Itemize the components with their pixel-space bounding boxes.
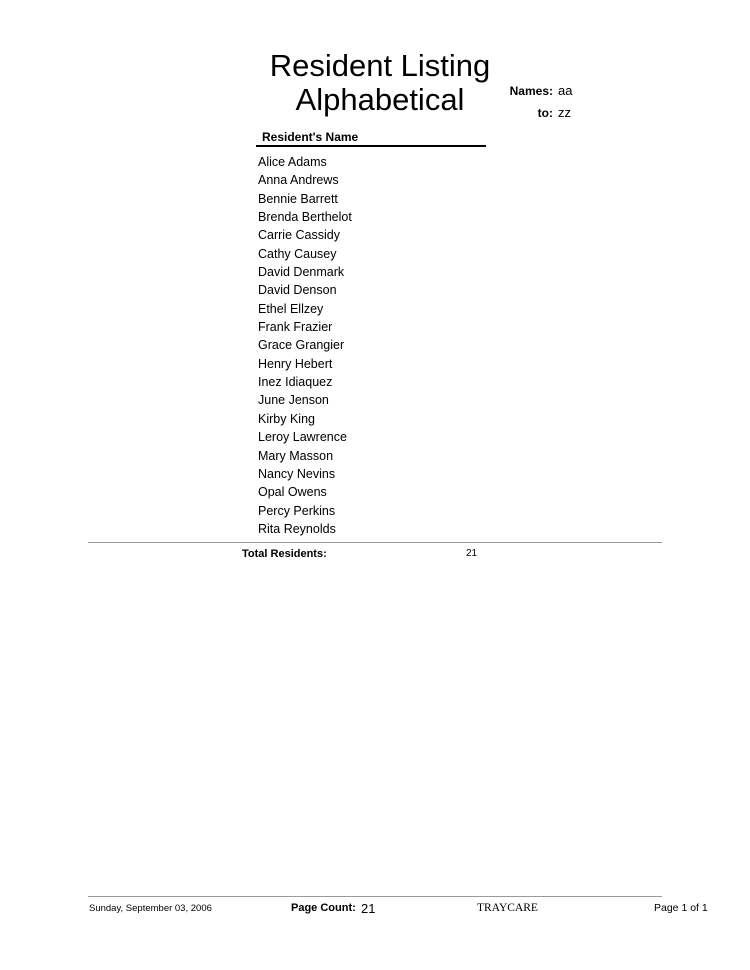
- column-header-underline: [256, 145, 486, 147]
- resident-row: David Denson: [258, 283, 337, 298]
- total-residents-label: Total Residents:: [242, 548, 327, 560]
- resident-row: Cathy Causey: [258, 246, 337, 261]
- total-residents-count: 21: [466, 548, 478, 559]
- footer-print-date: Sunday, September 03, 2006: [89, 903, 212, 914]
- resident-row: Carrie Cassidy: [258, 228, 340, 243]
- resident-row: Grace Grangier: [258, 338, 345, 353]
- resident-row: Opal Owens: [258, 485, 327, 500]
- resident-row: Henry Hebert: [258, 356, 333, 371]
- names-range-end: zz: [558, 105, 571, 120]
- resident-row: June Jenson: [258, 393, 329, 408]
- resident-row: Bennie Barrett: [258, 191, 338, 206]
- resident-row: Brenda Berthelot: [258, 210, 352, 225]
- resident-row: Anna Andrews: [258, 173, 339, 188]
- names-range-label: Names:: [509, 84, 553, 98]
- names-range-to-label: to:: [537, 106, 553, 120]
- footer-divider: [88, 896, 662, 897]
- resident-row: Alice Adams: [258, 155, 327, 169]
- page-count-label: Page Count:: [291, 902, 356, 914]
- resident-name-column-header: Resident's Name: [262, 130, 359, 144]
- resident-row: Inez Idiaquez: [258, 375, 333, 390]
- names-range-start: aa: [558, 83, 573, 98]
- resident-row: Percy Perkins: [258, 503, 336, 518]
- report-title-line-1: Resident Listing: [269, 48, 491, 83]
- resident-row: Rita Reynolds: [258, 521, 336, 536]
- page-indicator: Page 1 of 1: [654, 902, 708, 914]
- report-title-line-2: Alphabetical: [295, 82, 465, 117]
- resident-row: Leroy Lawrence: [258, 430, 347, 445]
- page-count-value: 21: [361, 901, 376, 916]
- resident-list: [258, 153, 352, 538]
- resident-row: Frank Frazier: [258, 320, 333, 335]
- resident-row: Kirby King: [258, 411, 315, 426]
- resident-row: Ethel Ellzey: [258, 301, 324, 316]
- resident-row: Nancy Nevins: [258, 466, 336, 481]
- resident-row: David Denmark: [258, 265, 345, 280]
- total-divider: [88, 542, 662, 543]
- footer-organization: TRAYCARE: [477, 902, 538, 914]
- resident-row: Mary Masson: [258, 448, 334, 463]
